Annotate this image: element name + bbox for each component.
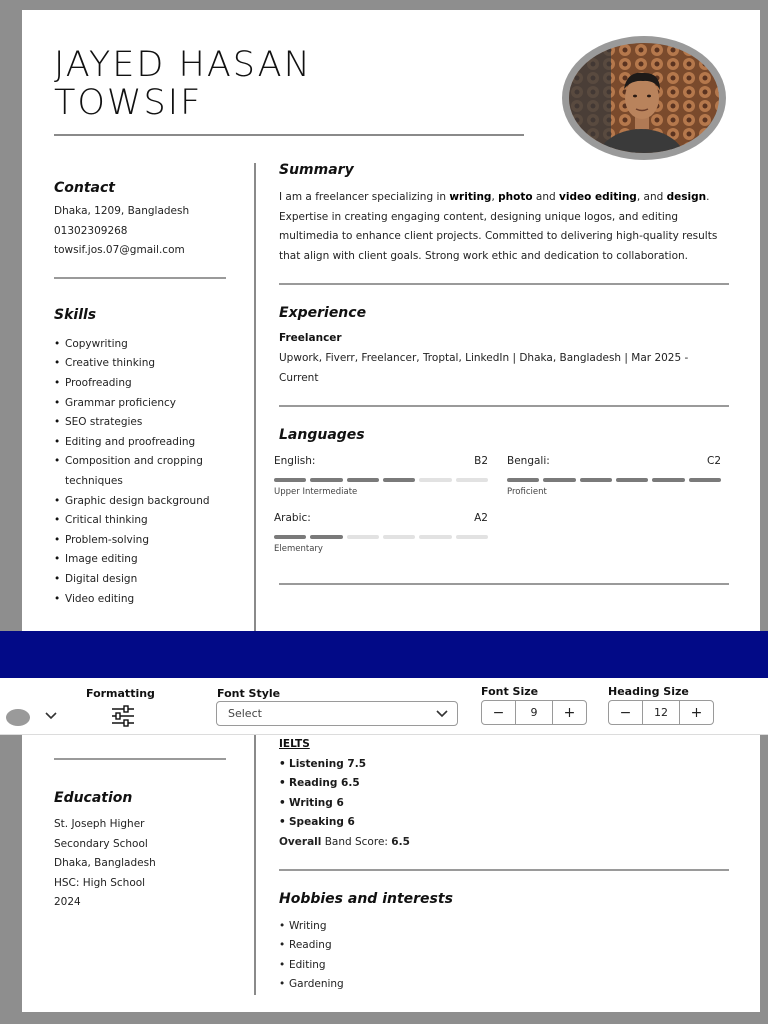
skill-item: • Editing and proofreading <box>54 433 226 453</box>
heading-size-decrease-button[interactable]: − <box>619 704 632 721</box>
level-segment <box>689 478 721 482</box>
level-segment <box>347 478 379 482</box>
font-size-value[interactable]: 9 <box>515 701 553 724</box>
sidebar <box>54 170 226 609</box>
hobby-item: • Editing <box>279 956 729 976</box>
profile-photo-image <box>569 43 719 153</box>
level-segment <box>652 478 684 482</box>
summary-divider <box>279 283 729 285</box>
education-school-line-1: St. Joseph Higher <box>54 818 145 830</box>
level-segment <box>383 535 415 539</box>
level-segment <box>347 535 379 539</box>
resume-name <box>54 46 312 122</box>
skill-item: • Problem-solving <box>54 531 226 551</box>
level-segment <box>310 478 342 482</box>
skill-item: • Proofreading <box>54 374 226 394</box>
contact-heading: Contact <box>54 180 115 196</box>
languages-divider <box>279 583 729 585</box>
chevron-down-icon[interactable] <box>42 706 60 724</box>
heading-size-label: Heading Size <box>608 685 689 698</box>
heading-size-stepper <box>608 700 714 725</box>
level-segment <box>456 478 488 482</box>
ielts-list <box>279 755 729 833</box>
experience-divider <box>279 405 729 407</box>
education-school-line-2: Secondary School <box>54 837 148 850</box>
skill-item: • Critical thinking <box>54 511 226 531</box>
ielts-section <box>279 735 729 995</box>
ielts-item: • Listening 7.5 <box>279 755 729 775</box>
heading-size-increase-button[interactable]: + <box>690 704 703 721</box>
name-line-2: TOWSIF <box>54 83 203 123</box>
contact-divider <box>54 277 226 279</box>
ielts-item: • Speaking 6 <box>279 813 729 833</box>
skill-item: • Video editing <box>54 590 226 610</box>
language-arabic: Arabic: A2 Elementary <box>274 512 488 555</box>
resume-page <box>22 10 760 1012</box>
font-size-increase-button[interactable]: + <box>563 704 576 721</box>
languages-grid <box>274 455 729 583</box>
sliders-icon[interactable] <box>110 705 136 727</box>
skill-item: • Digital design <box>54 570 226 590</box>
font-size-stepper <box>481 700 587 725</box>
skill-item: • Creative thinking <box>54 354 226 374</box>
language-english: English: B2 Upper Intermediate <box>274 455 488 498</box>
main-column <box>274 160 729 585</box>
ielts-heading: IELTS <box>279 738 310 750</box>
hobbies-list <box>279 917 729 995</box>
contact-email: towsif.jos.07@gmail.com <box>54 244 185 257</box>
column-divider <box>254 163 256 995</box>
languages-heading: Languages <box>279 427 365 444</box>
experience-details: Upwork, Fiverr, Freelancer, Troptal, LinkedIn | Dhaka, Bangladesh | Mar 2025 - Current <box>279 351 689 384</box>
level-segment <box>616 478 648 482</box>
name-line-1: JAYED HASAN <box>54 45 312 85</box>
skill-item: • Composition and cropping techniques <box>54 452 226 491</box>
skill-item: • Image editing <box>54 550 226 570</box>
hobby-item: • Writing <box>279 917 729 937</box>
hobby-item: • Reading <box>279 936 729 956</box>
summary-heading: Summary <box>279 162 354 178</box>
level-segment <box>419 535 451 539</box>
skill-item: • Graphic design background <box>54 492 226 512</box>
education-degree: HSC: High School <box>54 876 146 889</box>
heading-size-value[interactable]: 12 <box>642 701 680 724</box>
chevron-down-icon <box>436 709 448 719</box>
level-segment <box>383 478 415 482</box>
ielts-overall: Overall Band Score: 6.5 <box>279 835 410 848</box>
hobbies-heading: Hobbies and interests <box>279 890 453 907</box>
skills-heading: Skills <box>54 306 97 323</box>
level-segment <box>274 478 306 482</box>
contact-address: Dhaka, 1209, Bangladesh <box>54 205 190 217</box>
language-level-bar <box>274 478 488 482</box>
language-level-bar <box>274 535 488 539</box>
language-level-bar <box>507 478 721 482</box>
education-location: Dhaka, Bangladesh <box>54 857 156 870</box>
level-segment <box>419 478 451 482</box>
font-size-label: Font Size <box>481 685 539 698</box>
ielts-item: • Reading 6.5 <box>279 774 729 794</box>
toolbar-header-band <box>0 631 768 678</box>
name-divider <box>54 134 524 136</box>
skill-item: • Copywriting <box>54 335 226 355</box>
level-segment <box>274 535 306 539</box>
ielts-divider <box>279 869 729 871</box>
font-style-value: Select <box>228 707 262 720</box>
level-segment <box>507 478 539 482</box>
education-year: 2024 <box>54 896 81 909</box>
profile-photo <box>562 36 726 160</box>
skill-item: • SEO strategies <box>54 413 226 433</box>
level-segment <box>580 478 612 482</box>
formatting-toolbar <box>0 678 768 735</box>
formatting-label: Formatting <box>86 687 155 700</box>
education-divider <box>54 758 226 760</box>
hobby-item: • Gardening <box>279 975 729 995</box>
color-swatch[interactable] <box>6 709 30 726</box>
language-bengali: Bengali: C2 Proficient <box>507 455 721 498</box>
skills-list <box>54 335 226 609</box>
ielts-item: • Writing 6 <box>279 794 729 814</box>
education-heading: Education <box>54 790 133 806</box>
summary-text: I am a freelancer specializing in writing, photo and video editing, and design. Expertise in creating engaging content, designing unique logos, and editing multimedia to enhance client projects. Committed to delivering high-quality results that align with client goals. Strong work ethic and dedication to collaboration. <box>279 191 718 262</box>
level-segment <box>310 535 342 539</box>
level-segment <box>456 535 488 539</box>
experience-title: Freelancer <box>279 332 342 345</box>
education-section <box>54 758 226 913</box>
contact-phone: 01302309268 <box>54 224 128 237</box>
level-segment <box>543 478 575 482</box>
font-size-decrease-button[interactable]: − <box>492 704 505 721</box>
font-style-select[interactable] <box>216 701 458 726</box>
experience-heading: Experience <box>279 305 367 322</box>
font-style-label: Font Style <box>217 687 281 700</box>
skill-item: • Grammar proficiency <box>54 394 226 414</box>
